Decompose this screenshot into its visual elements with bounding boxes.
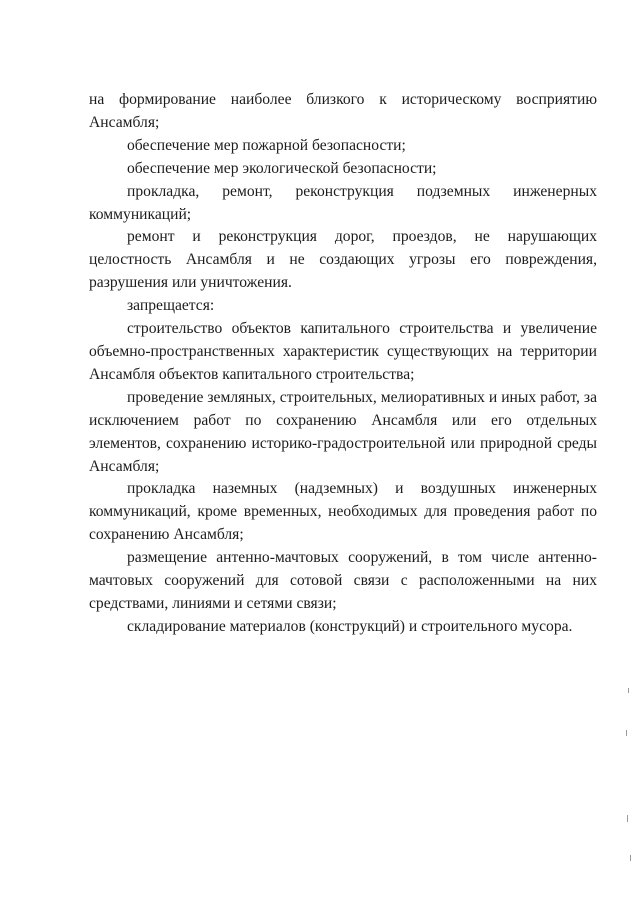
paragraph-5: ремонт и реконструкция дорог, проездов, не нарушающих целостность Ансамбля и не создающих угрозы его повреждения, разрушения или уничтожения. [89,228,597,292]
document-body [89,89,597,639]
paragraph-4: прокладка, ремонт, реконструкция подземных инженерных коммуникаций; [89,182,597,223]
paragraph-9: прокладка наземных (надземных) и воздушных инженерных коммуникаций, кроме временных, необходимых для проведения работ по сохранению Ансамбля; [89,480,597,544]
paragraph-7: строительство объектов капитального строительства и увеличение объемно-пространственных характеристик существующих на территории Ансамбля объектов капитального строительства; [89,320,597,383]
scan-artifact [630,855,631,861]
scan-artifact [627,815,628,822]
paragraph-2: обеспечение мер пожарной безопасности; [127,136,406,154]
paragraph-1: на формирование наиболее близкого к историческому восприятию Ансамбля; [89,91,597,131]
scan-artifact [626,730,627,736]
scan-artifact [628,688,629,693]
paragraph-11: складирование материалов (конструкций) и строительного мусора. [127,617,573,635]
paragraph-3: обеспечение мер экологической безопасности; [127,159,437,177]
paragraph-10: размещение антенно-мачтовых сооружений, в том числе антенно-мачтовых сооружений для сотовой связи с расположенными на них средствами, линиями и сетями связи; [89,549,597,612]
paragraph-8: проведение земляных, строительных, мелиоративных и иных работ, за исключением работ по сохранению Ансамбля или его отдельных элементов, сохранению историко-градостроительной или природной среды Ансамбля; [89,388,597,475]
paragraph-6: запрещается: [127,297,215,315]
